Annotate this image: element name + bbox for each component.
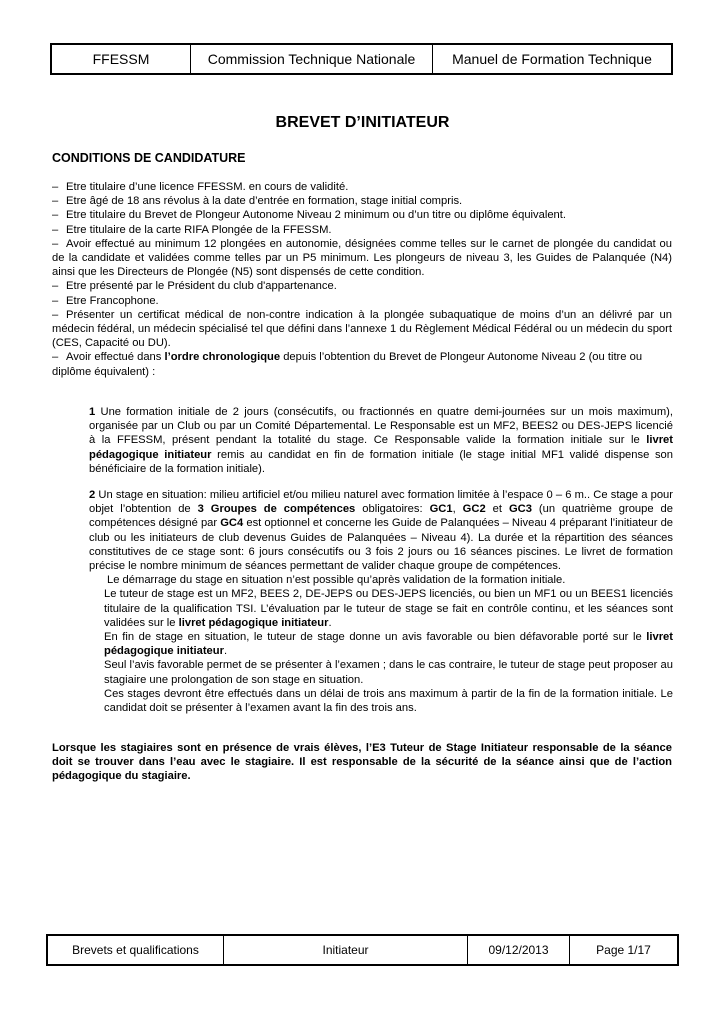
list-item: – Etre titulaire du Brevet de Plongeur Autonome Niveau 2 minimum ou d’un titre ou diplôme équivalent. — [52, 209, 566, 222]
paragraph: Seul l’avis favorable permet de se présenter à l’examen ; dans le cas contraire, le tuteur de stage peut proposer au stagiaire une prolongation de son stage en situation. — [104, 659, 673, 686]
bullet-marker: – — [52, 195, 59, 208]
paragraph: En fin de stage en situation, le tuteur de stage donne un avis favorable ou bien défavorable porté sur le livret pédagogique initiateur. — [104, 631, 673, 658]
bullet-marker: – — [52, 351, 59, 364]
footer-page-number: Page 1/17 — [596, 943, 651, 957]
footer-section: Brevets et qualifications — [48, 936, 224, 964]
footer-topic: Initiateur — [224, 936, 468, 964]
page-title: BREVET D’INITIATEUR — [275, 114, 450, 131]
bullet-marker: – — [52, 294, 59, 307]
footer-table — [46, 934, 679, 966]
list-item: – Avoir effectué dans l’ordre chronologique depuis l’obtention du Brevet de Plongeur Autonome Niveau 2 (ou titre ou diplôme équivalent) : — [52, 351, 643, 378]
header-commission: Commission Technique Nationale — [191, 45, 433, 73]
closing-statement: Lorsque les stagiaires sont en présence de vrais élèves, l’E3 Tuteur de Stage Initiateur responsable de la séance doit se trouver dans l’eau avec le stagiaire. Il est responsable de la sécurité de la séance ainsi que de l’action pédagogique du stagiaire. — [52, 742, 672, 783]
conditions-list — [52, 180, 672, 379]
item-number: 2 — [89, 489, 96, 501]
list-item: – Avoir effectué au minimum 12 plongées en autonomie, désignées comme telles sur le carnet de plongée du candidat ou de la candidate et validées comme telles par un P5 minimum. Les plongeurs de niveau 3, les Guides de Palanquée (N4) ainsi que les Directeurs de Plongée (N5) sont dispensés de cette condition. — [52, 237, 672, 279]
paragraph: 2 Un stage en situation: milieu artificiel et/ou milieu naturel avec formation limitée à l’espace 0 – 6 m.. Ce stage a pour objet l’obtention de 3 Groupes de compétences obligatoires: GC1, GC2 et GC3 (un quatrième groupe de compétences désigné par GC4 est optionnel et concerne les Guide de Palanquées – Niveau 4 préparant l’initiateur de club ou les initiateurs de club devenus Guides de Palanquées – Niveau 4). La durée et la répartition des séances constitutives de ce stage sont: 6 jours consécutifs ou 3 fois 2 jours ou 16 séances piscines. Le livret de formation précise le nombre minimum de séances permettant de valider chaque groupe de compétences. — [89, 489, 674, 573]
bullet-marker: – — [52, 223, 59, 236]
bullet-marker: – — [52, 280, 59, 293]
item-formation-initiale: 1 Une formation initiale de 2 jours (consécutifs, ou fractionnés en quatre demi-journées sur un mois maximum), organisée par un Club ou par un Comité Départemental. Le Responsable est un MF2, BEES2 ou DES-JEPS licencié à la FFESSM, présent pendant la totalité du stage. Ce Responsable valide la formation initiale sur le livret pédagogique initiateur remis au candidat en fin de formation initiale (le stage initial MF1 validé dispense son bénéficiaire de la formation initiale). — [89, 406, 673, 475]
header-table — [50, 43, 673, 75]
paragraph: Le tuteur de stage est un MF2, BEES 2, DE-JEPS ou DES-JEPS licenciés, ou bien un MF1 ou un BEES1 licenciés titulaire de la qualification TSI. L’évaluation par le tuteur de stage se fait en contrôle continu, et les séances sont validées sur le livret pédagogique initiateur. — [104, 588, 673, 629]
paragraph: Ces stages devront être effectués dans un délai de trois ans maximum à partir de la fin de la formation initiale. Le candidat doit se présenter à l’examen avant la fin des trois ans. — [104, 687, 673, 715]
list-item: – Etre titulaire d’une licence FFESSM. en cours de validité. — [52, 181, 349, 193]
bullet-marker: – — [52, 209, 59, 222]
item-stage-situation — [89, 488, 673, 715]
list-item: – Présenter un certificat médical de non-contre indication à la plongée subaquatique de moins d’un an délivré par un médecin fédéral, un médecin spécialisé tel que défini dans l’annexe 1 du Règlement Médical Fédéral ou un médecin du sport (CES, Capacité ou DU). — [52, 308, 672, 350]
bullet-marker: – — [52, 237, 59, 250]
header-manual: Manuel de Formation Technique — [452, 51, 652, 67]
bullet-marker: – — [52, 308, 59, 321]
list-item: – Etre Francophone. — [52, 294, 159, 307]
list-item: – Etre titulaire de la carte RIFA Plongée de la FFESSM. — [52, 223, 332, 236]
paragraph: Le démarrage du stage en situation n’est possible qu’après validation de la formation initiale. — [107, 574, 566, 587]
list-item: – Etre présenté par le Président du club d'appartenance. — [52, 280, 337, 293]
footer-date: 09/12/2013 — [468, 936, 570, 964]
section-heading: CONDITIONS DE CANDIDATURE — [52, 151, 246, 165]
item-number: 1 — [89, 406, 96, 418]
header-org: FFESSM — [52, 45, 191, 73]
bullet-marker: – — [52, 181, 59, 193]
list-item: – Etre âgé de 18 ans révolus à la date d’entrée en formation, stage initial compris. — [52, 195, 463, 208]
